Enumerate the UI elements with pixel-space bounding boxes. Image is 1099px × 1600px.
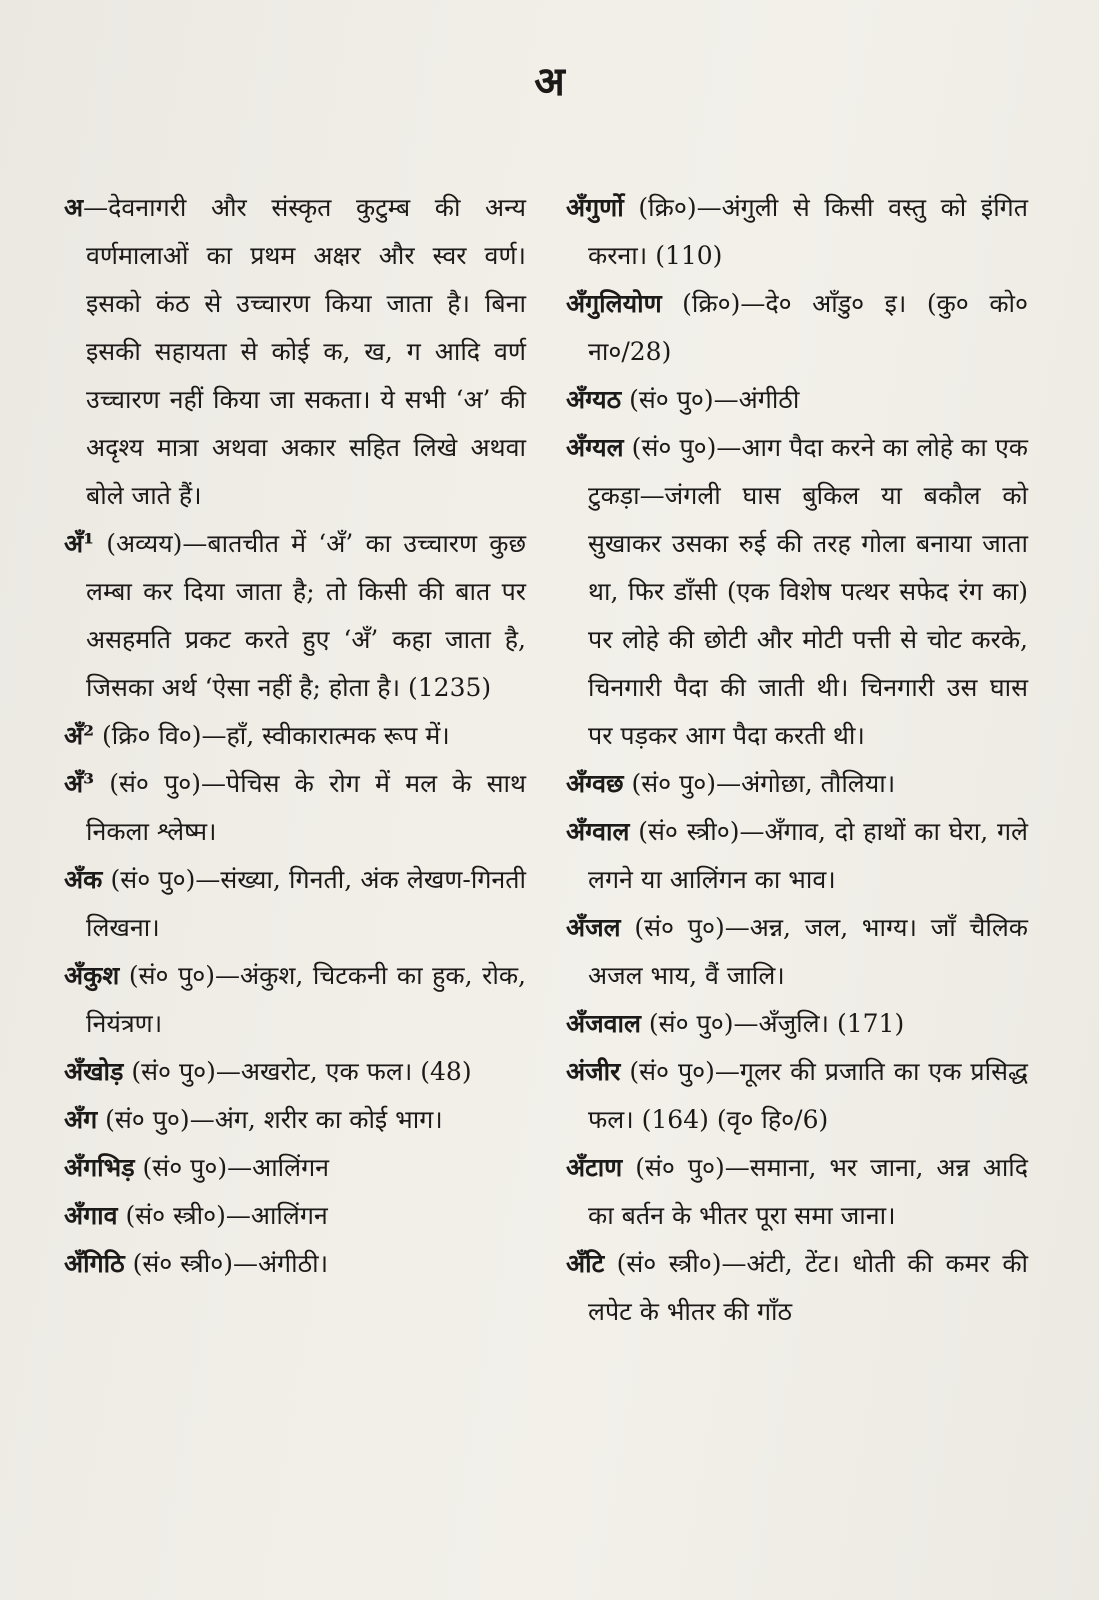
dictionary-entry bbox=[64, 184, 526, 520]
entry-headword: अँक bbox=[64, 865, 103, 894]
entry-definition: —देवनागरी और संस्कृत कुटुम्ब की अन्य वर्णमालाओं का प्रथम अक्षर और स्वर वर्ण। इसको कंठ से उच्चारण किया जाता है। बिना इसकी सहायता से कोई क, ख, ग आदि वर्ण उच्चारण नहीं किया जा सकता। ये सभी ‘अ’ की अदृश्य मात्रा अथवा अकार सहित लिखे अथवा बोले जाते हैं। bbox=[83, 193, 526, 510]
entry-definition: (अव्यय)—बातचीत में ‘अँ’ का उच्चारण कुछ लम्बा कर दिया जाता है; तो किसी की बात पर असहमति प्रकट करते हुए ‘अँ’ कहा जाता है, जिसका अर्थ ‘ऐसा नहीं है; होता है। (1235) bbox=[86, 529, 526, 702]
entry-definition: (सं० स्त्री०)—अँगाव, दो हाथों का घेरा, गले लगने या आलिंगन का भाव। bbox=[588, 817, 1028, 894]
entry-definition: (सं० स्त्री०)—अंटी, टेंट। धोती की कमर की लपेट के भीतर की गाँठ bbox=[588, 1249, 1028, 1326]
entry-headword: अँजल bbox=[566, 913, 621, 942]
entry-definition: (सं० पु०)—अंकुश, चिटकनी का हुक, रोक, नियंत्रण। bbox=[86, 961, 526, 1038]
entry-headword: अँगाव bbox=[64, 1201, 118, 1230]
entry-definition: (सं० स्त्री०)—आलिंगन bbox=[117, 1201, 328, 1230]
entry-headword: अ bbox=[64, 193, 84, 222]
entry-headword: अँग bbox=[64, 1105, 98, 1134]
dictionary-entry bbox=[64, 760, 526, 856]
dictionary-entry bbox=[64, 1096, 526, 1144]
entry-definition: (सं० पु०)—अंगोछा, तौलिया। bbox=[623, 769, 896, 798]
dictionary-entry bbox=[566, 376, 1028, 424]
entry-definition: (सं० पु०)—पेचिस के रोग में मल के साथ निकला श्लेष्म। bbox=[86, 769, 526, 846]
page-heading: अ bbox=[534, 58, 565, 105]
dictionary-entry bbox=[64, 1048, 526, 1096]
entry-definition: (सं० पु०)—अँजुलि। (171) bbox=[640, 1009, 905, 1038]
entry-definition: (सं० स्त्री०)—अंगीठी। bbox=[124, 1249, 329, 1278]
left-column bbox=[64, 184, 526, 1288]
dictionary-entry bbox=[64, 952, 526, 1048]
entry-definition: (क्रि० वि०)—हाँ, स्वीकारात्मक रूप में। bbox=[94, 721, 450, 750]
dictionary-entry bbox=[566, 1048, 1028, 1144]
entry-definition: (क्रि०)—दे० आँडु० इ। (कु० को० ना०/28) bbox=[588, 289, 1028, 366]
entry-headword: अँगिठि bbox=[64, 1249, 125, 1278]
dictionary-entry bbox=[566, 1144, 1028, 1240]
entry-headword: अँ¹ bbox=[64, 529, 95, 558]
dictionary-entry bbox=[566, 280, 1028, 376]
dictionary-entry bbox=[566, 904, 1028, 1000]
entry-definition: (सं० पु०)—गूलर की प्रजाति का एक प्रसिद्ध फल। (164) (वृ० हि०/6) bbox=[588, 1057, 1028, 1134]
right-column bbox=[566, 184, 1028, 1336]
dictionary-entry bbox=[566, 1240, 1028, 1336]
entry-definition: (सं० पु०)—अन्न, जल, भाग्य। जाँ चैलिक अजल भाय, वैं जालि। bbox=[588, 913, 1028, 990]
dictionary-entry bbox=[64, 856, 526, 952]
entry-definition: (सं० पु०)—आग पैदा करने का लोहे का एक टुकड़ा—जंगली घास बुकिल या बकौल को सुखाकर उसका रुई की तरह गोला बनाया जाता था, फिर डाँसी (एक विशेष पत्थर सफेद रंग का) पर लोहे की छोटी और मोटी पत्ती से चोट करके, चिनगारी पैदा की जाती थी। चिनगारी उस घास पर पड़कर आग पैदा करती थी। bbox=[588, 433, 1028, 750]
dictionary-entry bbox=[566, 760, 1028, 808]
entry-headword: अँटि bbox=[566, 1249, 605, 1278]
entry-headword: अँ² bbox=[64, 721, 95, 750]
dictionary-entry bbox=[566, 1000, 1028, 1048]
entry-headword: अंजीर bbox=[566, 1057, 621, 1086]
entry-definition: (सं० पु०)—अखरोट, एक फल। (48) bbox=[123, 1057, 472, 1086]
entry-headword: अँखोड़ bbox=[64, 1057, 124, 1086]
entry-definition: (सं० पु०)—संख्या, गिनती, अंक लेखण-गिनती लिखना। bbox=[86, 865, 526, 942]
entry-headword: अँग्वाल bbox=[566, 817, 630, 846]
dictionary-entry bbox=[64, 1240, 526, 1288]
dictionary-entry bbox=[566, 424, 1028, 760]
entry-headword: अँ³ bbox=[64, 769, 95, 798]
entry-definition: (सं० पु०)—समाना, भर जाना, अन्न आदि का बर्तन के भीतर पूरा समा जाना। bbox=[588, 1153, 1028, 1230]
entry-headword: अँग्वछ bbox=[566, 769, 624, 798]
entry-headword: अँगुलियोण bbox=[566, 289, 662, 318]
entry-definition: (सं० पु०)—अंग, शरीर का कोई भाग। bbox=[97, 1105, 443, 1134]
dictionary-entry bbox=[64, 520, 526, 712]
entry-headword: अँटाण bbox=[566, 1153, 623, 1182]
dictionary-entry bbox=[64, 1144, 526, 1192]
entry-definition: (क्रि०)—अंगुली से किसी वस्तु को इंगित करना। (110) bbox=[588, 193, 1028, 270]
dictionary-entry bbox=[64, 1192, 526, 1240]
dictionary-entry bbox=[566, 808, 1028, 904]
dictionary-entry bbox=[566, 184, 1028, 280]
entry-headword: अँकुश bbox=[64, 961, 120, 990]
entry-headword: अँग्यठ bbox=[566, 385, 622, 414]
entry-headword: अँग्यल bbox=[566, 433, 624, 462]
entry-definition: (सं० पु०)—अंगीठी bbox=[621, 385, 800, 414]
entry-headword: अँगभिड़ bbox=[64, 1153, 135, 1182]
entry-headword: अँगुर्णो bbox=[566, 193, 624, 222]
dictionary-entry bbox=[64, 712, 526, 760]
entry-headword: अँजवाल bbox=[566, 1009, 641, 1038]
entry-definition: (सं० पु०)—आलिंगन bbox=[134, 1153, 330, 1182]
